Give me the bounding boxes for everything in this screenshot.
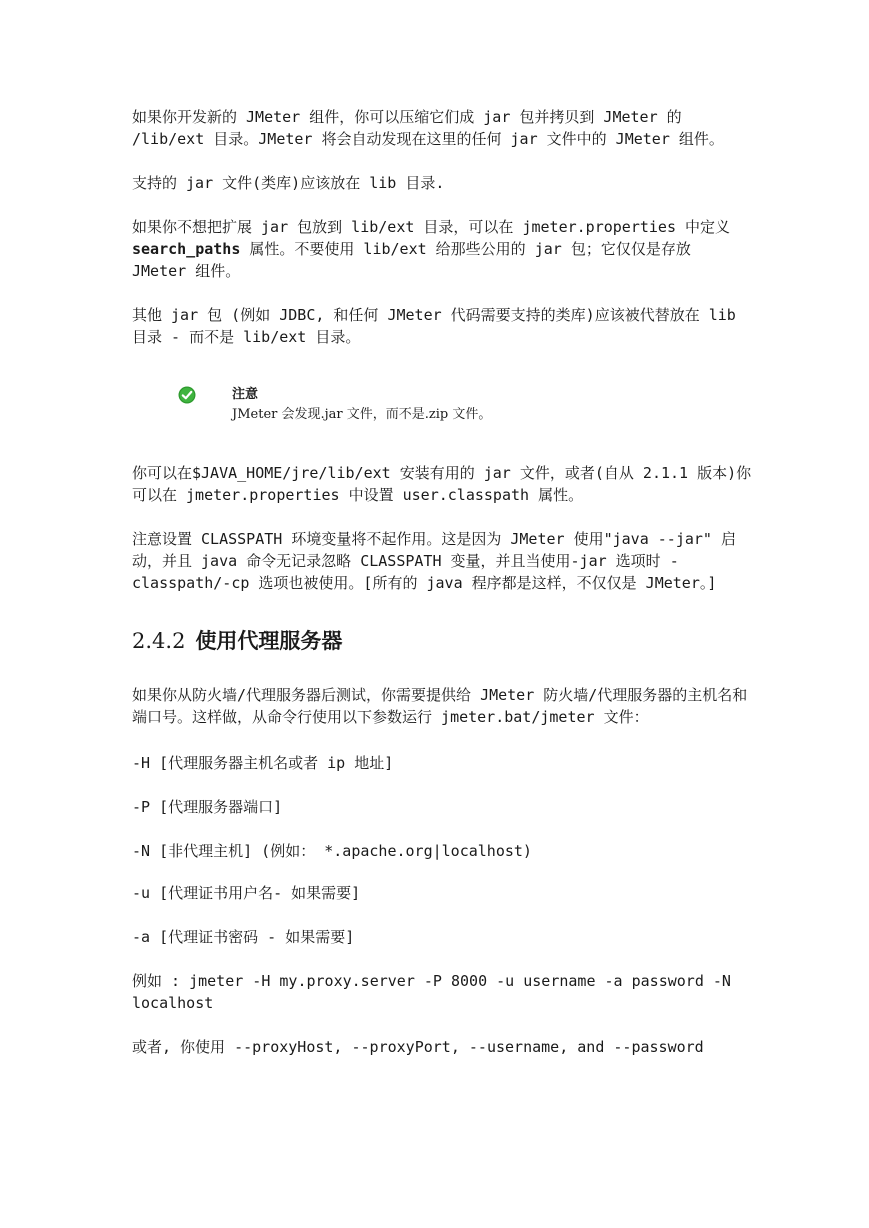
option-username: -u [代理证书用户名- 如果需要] xyxy=(132,884,361,902)
section-title: 使用代理服务器 xyxy=(195,629,343,653)
option-host: -H [代理服务器主机名或者 ip 地址] xyxy=(132,754,394,772)
note-title: 注意 xyxy=(232,387,259,402)
option-password: -a [代理证书密码 - 如果需要] xyxy=(132,928,355,946)
search-paths-property: search_paths xyxy=(132,240,241,258)
check-circle-icon xyxy=(178,386,196,404)
paragraph-example: 例如 : jmeter -H my.proxy.server -P 8000 -u username -a password -N localhost xyxy=(132,972,740,1012)
option-nonproxy: -N [非代理主机] (例如： *.apache.org|localhost) xyxy=(132,842,532,860)
search-paths-text-post: 属性。不要使用 lib/ext 给那些公用的 jar 包；它仅仅是存放 JMeter 组件。 xyxy=(132,240,700,280)
search-paths-text-pre: 如果你不想把扩展 jar 包放到 lib/ext 目录，可以在 jmeter.properties 中定义 xyxy=(132,218,740,236)
paragraph-ext-components: 如果你开发新的 JMeter 组件，你可以压缩它们成 jar 包并拷贝到 JMeter 的 /lib/ext 目录。JMeter 将会自动发现在这里的任何 jar 文件中的 JMeter 组件。 xyxy=(132,108,724,148)
option-port: -P [代理服务器端口] xyxy=(132,798,283,816)
paragraph-java-home: 你可以在$JAVA_HOME/jre/lib/ext 安装有用的 jar 文件，或者(自从 2.1.1 版本)你可以在 jmeter.properties 中设置 user.classpath 属性。 xyxy=(132,464,752,504)
note-body: JMeter 会发现.jar 文件，而不是.zip 文件。 xyxy=(232,407,492,422)
paragraph-lib-directory: 支持的 jar 文件(类库)应该放在 lib 目录. xyxy=(132,174,445,192)
section-heading xyxy=(132,626,342,656)
section-number: 2.4.2 xyxy=(132,629,186,653)
paragraph-proxy-intro: 如果你从防火墙/代理服务器后测试，你需要提供给 JMeter 防火墙/代理服务器的主机名和端口号。这样做，从命令行使用以下参数运行 jmeter.bat/jmeter 文件： xyxy=(132,686,748,726)
paragraph-search-paths xyxy=(132,216,752,282)
paragraph-classpath: 注意设置 CLASSPATH 环境变量将不起作用。这是因为 JMeter 使用"java --jar" 启动，并且 java 命令无记录忽略 CLASSPATH 变量，并且当使用-jar 选项时 -classpath/-cp 选项也被使用。[所有的 java 程序都是这样，不仅仅是 JMeter。] xyxy=(132,530,736,592)
paragraph-other-jars: 其他 jar 包 (例如 JDBC, 和任何 JMeter 代码需要支持的类库)应该被代替放在 lib 目录 - 而不是 lib/ext 目录。 xyxy=(132,306,745,346)
paragraph-alternative: 或者, 你使用 --proxyHost, --proxyPort, --username, and --password xyxy=(132,1038,704,1056)
